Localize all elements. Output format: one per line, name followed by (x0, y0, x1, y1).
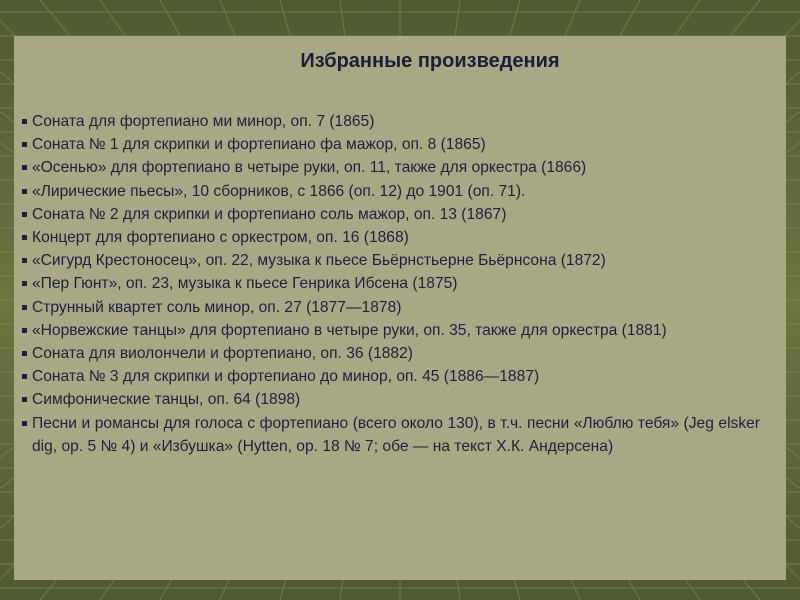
bullet-icon (22, 374, 27, 379)
list-item-text: Струнный квартет соль минор, оп. 27 (1877—1878) (32, 298, 402, 316)
bullet-icon (22, 421, 27, 426)
bullet-icon (22, 165, 27, 170)
list-item (22, 388, 760, 411)
list-item (22, 319, 760, 342)
list-item (22, 203, 760, 226)
slide-title: Избранные произведения (300, 50, 560, 72)
bullet-icon (22, 281, 27, 286)
list-item-text: Соната № 1 для скрипки и фортепиано фа мажор, оп. 8 (1865) (32, 136, 486, 154)
bullet-icon (22, 328, 27, 333)
list-item (22, 342, 760, 365)
bullet-icon (22, 235, 27, 240)
list-item (22, 296, 760, 319)
list-item (22, 226, 760, 249)
list-item-text: «Пер Гюнт», оп. 23, музыка к пьесе Генрика Ибсена (1875) (32, 275, 458, 293)
list-item-text: Соната № 3 для скрипки и фортепиано до минор, оп. 45 (1886—1887) (32, 368, 540, 386)
list-item-text: Песни и романсы для голоса с фортепиано (всего около 130), в т.ч. песни «Люблю тебя» (Jeg elsker dig, op. 5 № 4) и «Избушка» (Hytten, op. 18 № 7; обе — на текст Х.К. Андерсена) (32, 414, 760, 455)
bullet-icon (22, 212, 27, 217)
list-item-text: «Норвежские танцы» для фортепиано в четыре руки, оп. 35, также для оркестра (1881) (32, 321, 667, 339)
list-item (22, 110, 760, 133)
list-item-text: «Осенью» для фортепиано в четыре руки, оп. 11, также для оркестра (1866) (32, 159, 587, 177)
bullet-icon (22, 397, 27, 402)
list-item-text: Соната для фортепиано ми минор, оп. 7 (1865) (32, 113, 375, 130)
list-item (22, 412, 760, 458)
list-item-text: Концерт для фортепиано с оркестром, оп. 16 (1868) (32, 229, 409, 247)
list-item (22, 156, 760, 179)
list-item (22, 249, 760, 272)
bullet-icon (22, 258, 27, 263)
bullet-icon (22, 189, 27, 194)
works-list (22, 110, 760, 458)
bullet-icon (22, 119, 27, 124)
list-item-text: Соната № 2 для скрипки и фортепиано соль мажор, оп. 13 (1867) (32, 205, 507, 223)
bullet-icon (22, 351, 27, 356)
list-item (22, 272, 760, 295)
list-item (22, 180, 760, 203)
bullet-icon (22, 305, 27, 310)
list-item-text: Соната для виолончели и фортепиано, оп. 36 (1882) (32, 345, 413, 363)
list-item-text: Симфонические танцы, оп. 64 (1898) (32, 391, 301, 409)
bullet-icon (22, 142, 27, 147)
list-item (22, 365, 760, 388)
list-item-text: «Лирические пьесы», 10 сборников, с 1866 (оп. 12) до 1901 (оп. 71). (32, 182, 526, 200)
list-item (22, 133, 760, 156)
list-item-text: «Сигурд Крестоносец», оп. 22, музыка к пьесе Бьёрнстьерне Бьёрнсона (1872) (32, 252, 606, 270)
